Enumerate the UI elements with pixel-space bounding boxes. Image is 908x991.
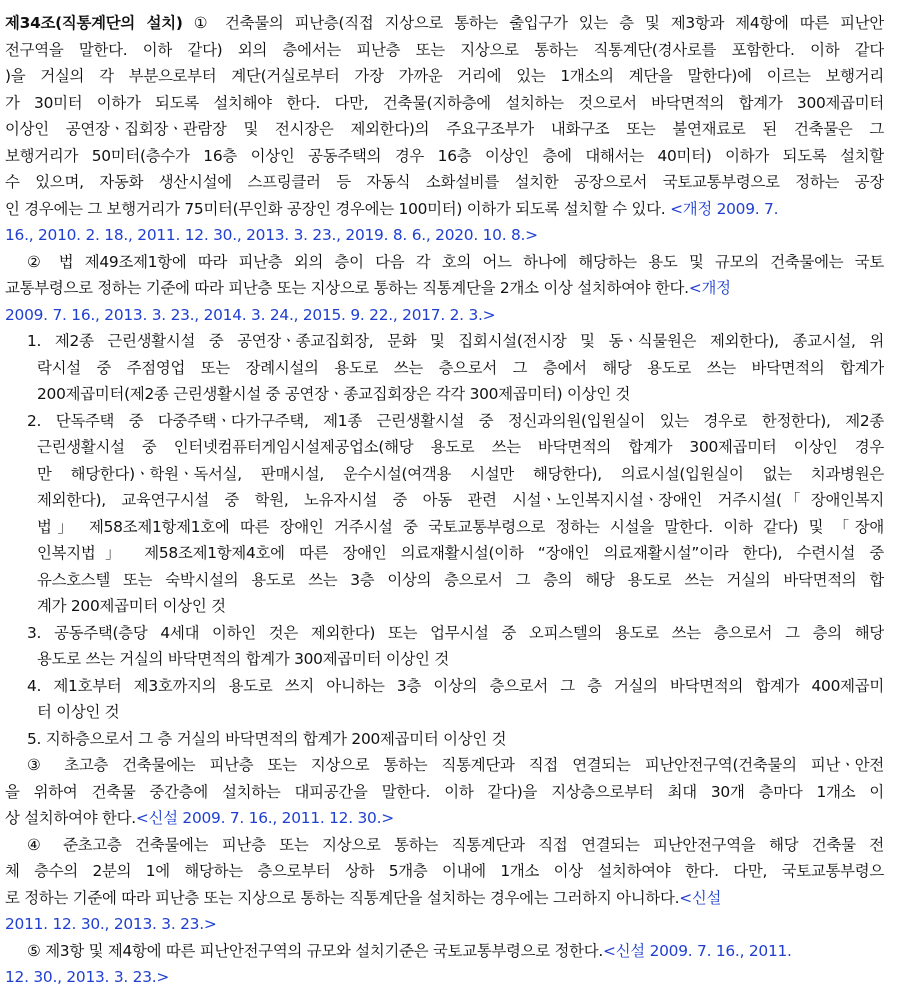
item-2-line-1: 2. 단독주택 중 다중주택ㆍ다가구주택, 제1종 근린생활시설 중 정신과의원(입원실이 있는 경우로 한정한다), 제2종 bbox=[27, 411, 884, 430]
item-2-line-3: 만 해당한다)ㆍ학원ㆍ독서실, 판매시설, 운수시설(여객용 시설만 해당한다), 의료시설(입원실이 없는 치과병원은 bbox=[37, 464, 884, 483]
paragraph-1-line-5: 이상인 공연장ㆍ집회장ㆍ관람장 및 전시장은 제외한다)의 주요구조부가 내화구조 또는 불연재료로 된 건축물은 그 bbox=[5, 120, 884, 138]
paragraph-1-line-6: 보행거리가 50미터(층수가 16층 이상인 공동주택의 경우 16층 이상인 층에 대해서는 40미터) 이하가 되도록 설치할 bbox=[5, 146, 884, 165]
item-2-line-5: 법」 제58조제1항제1호에 따른 장애인 거주시설 중 국토교통부령으로 정하는 시설을 말한다. 이하 같다) 및 「장애 bbox=[37, 517, 884, 536]
paragraph-3-line-1: ③ 초고층 건축물에는 피난층 또는 지상으로 통하는 직통계단과 직접 연결되는 피난안전구역(건축물의 피난ㆍ안전 bbox=[27, 756, 884, 774]
item-1-line-3: 200제곱미터(제2종 근린생활시설 중 공연장ㆍ종교집회장은 각각 300제곱미터) 이상인 것 bbox=[37, 385, 631, 403]
paragraph-1-line-9 bbox=[5, 222, 884, 249]
paragraph-5-line-1 bbox=[5, 938, 884, 965]
paragraph-4-line-3 bbox=[5, 885, 884, 912]
paragraph-1-line-2: 전구역을 말한다. 이하 같다) 외의 층에서는 피난층 또는 지상으로 통하는 직통계단(경사로를 포함한다. 이하 같다 bbox=[5, 40, 884, 59]
amendment-note-5a: <신설 2009. 7. 16., 2011. bbox=[603, 941, 792, 960]
article-title: 제34조(직통계단의 설치) bbox=[5, 14, 183, 32]
item-3-line-1: 3. 공동주택(층당 4세대 이하인 것은 제외한다) 또는 업무시설 중 오피스텔의 용도로 쓰는 층으로서 그 층의 해당 bbox=[27, 623, 884, 642]
item-2-line-8: 계가 200제곱미터 이상인 것 bbox=[37, 597, 226, 615]
item-3-line-2: 용도로 쓰는 거실의 바닥면적의 합계가 300제곱미터 이상인 것 bbox=[37, 650, 449, 668]
amendment-note-2a: <개정 bbox=[688, 279, 731, 297]
item-2-line-7: 유스호스텔 또는 숙박시설의 용도로 쓰는 3층 이상의 층으로서 그 층의 해당 용도로 쓰는 거실의 바닥면적의 합 bbox=[37, 570, 884, 589]
item-1-line-2: 락시설 중 주점영업 또는 장례시설의 용도로 쓰는 층으로서 그 층에서 해당 용도로 쓰는 바닥면적의 합계가 bbox=[37, 358, 884, 377]
item-2-line-4: 제외한다), 교육연구시설 중 학원, 노유자시설 중 아동 관련 시설ㆍ노인복지시설ㆍ장애인 거주시설(「장애인복지 bbox=[37, 491, 884, 509]
item-2-line-2: 근린생활시설 중 인터넷컴퓨터게임시설제공업소(해당 용도로 쓰는 바닥면적의 합계가 300제곱미터 이상인 경우 bbox=[37, 438, 884, 456]
item-1-line-1: 1. 제2종 근린생활시설 중 공연장ㆍ종교집회장, 문화 및 집회시설(전시장 및 동ㆍ식물원은 제외한다), 종교시설, 위 bbox=[27, 332, 884, 350]
paragraph-2-line-2-text: 교통부령으로 정하는 기준에 따라 피난층 또는 지상으로 통하는 직통계단을 2개소 이상 설치하여야 한다. bbox=[5, 279, 689, 297]
paragraph-3-line-2: 을 위하여 건축물 중간층에 설치하는 대피공간을 말한다. 이하 같다)을 지상층으로부터 최대 30개 층마다 1개소 이 bbox=[5, 782, 884, 801]
amendment-note-1a: <개정 2009. 7. bbox=[670, 199, 779, 218]
paragraph-1-line-7: 수 있으며, 자동화 생산시설에 스프링클러 등 자동식 소화설비를 설치한 공장으로서 국토교통부령으로 정하는 공장 bbox=[5, 173, 884, 191]
paragraph-3-line-3 bbox=[5, 805, 884, 832]
paragraph-2-line-2 bbox=[5, 275, 884, 302]
amendment-note-4b: 2011. 12. 30., 2013. 3. 23.> bbox=[5, 915, 217, 933]
paragraph-1-line-1: ① 건축물의 피난층(직접 지상으로 통하는 출입구가 있는 층 및 제3항과 제4항에 따른 피난안 bbox=[182, 14, 884, 32]
paragraph-2-line-3 bbox=[5, 302, 884, 329]
paragraph-4-line-4 bbox=[5, 911, 884, 938]
paragraph-4-line-2: 체 층수의 2분의 1에 해당하는 층으로부터 상하 5개층 이내에 1개소 이상 설치하여야 한다. 다만, 국토교통부령으 bbox=[5, 862, 884, 880]
amendment-note-4a: <신설 bbox=[679, 888, 722, 907]
paragraph-5-line-1-text: ⑤ 제3항 및 제4항에 따른 피난안전구역의 규모와 설치기준은 국토교통부령으로 정한다. bbox=[27, 941, 604, 960]
paragraph-4-line-1: ④ 준초고층 건축물에는 피난층 또는 지상으로 통하는 직통계단과 직접 연결되는 피난안전구역을 해당 건축물 전 bbox=[27, 835, 884, 854]
paragraph-4-line-3-text: 로 정하는 기준에 따라 피난층 또는 지상으로 통하는 직통계단을 설치하는 경우에는 그러하지 아니하다. bbox=[5, 888, 680, 907]
amendment-note-2b: 2009. 7. 16., 2013. 3. 23., 2014. 3. 24., 2015. 9. 22., 2017. 2. 3.> bbox=[5, 305, 496, 324]
amendment-note-5b: 12. 30., 2013. 3. 23.> bbox=[5, 968, 170, 986]
item-4-line-1: 4. 제1호부터 제3호까지의 용도로 쓰지 아니하는 3층 이상의 층으로서 그 층 거실의 바닥면적의 합계가 400제곱미 bbox=[27, 676, 884, 695]
paragraph-1-line-3: )을 거실의 각 부분으로부터 계단(거실로부터 가장 가까운 거리에 있는 1개소의 계단을 말한다)에 이르는 보행거리 bbox=[5, 67, 884, 85]
paragraph-1-line-8 bbox=[5, 196, 884, 223]
item-4-line-2: 터 이상인 것 bbox=[37, 703, 120, 721]
paragraph-3-line-3-text: 상 설치하여야 한다. bbox=[5, 809, 136, 827]
amendment-note-3: <신설 2009. 7. 16., 2011. 12. 30.> bbox=[135, 809, 394, 827]
item-2-line-6: 인복지법」 제58조제1항제4호에 따른 장애인 의료재활시설(이하 “장애인 의료재활시설”이라 한다), 수련시설 중 bbox=[37, 544, 884, 562]
amendment-note-1b: 16., 2010. 2. 18., 2011. 12. 30., 2013. 3. 23., 2019. 8. 6., 2020. 10. 8.> bbox=[5, 226, 538, 244]
paragraph-1-line-8-text: 인 경우에는 그 보행거리가 75미터(무인화 공장인 경우에는 100미터) 이하가 되도록 설치할 수 있다. bbox=[5, 199, 671, 218]
paragraph-1-line-4: 가 30미터 이하가 되도록 설치해야 한다. 다만, 건축물(지하층에 설치하는 것으로서 바닥면적의 합계가 300제곱미터 bbox=[5, 93, 884, 112]
paragraph-2-line-1: ② 법 제49조제1항에 따라 피난층 외의 층이 다음 각 호의 어느 하나에 해당하는 용도 및 규모의 건축물에는 국토 bbox=[27, 252, 884, 271]
item-5-line-1: 5. 지하층으로서 그 층 거실의 바닥면적의 합계가 200제곱미터 이상인 것 bbox=[27, 729, 507, 748]
article-line-1 bbox=[5, 10, 884, 37]
paragraph-5-line-2 bbox=[5, 964, 884, 991]
